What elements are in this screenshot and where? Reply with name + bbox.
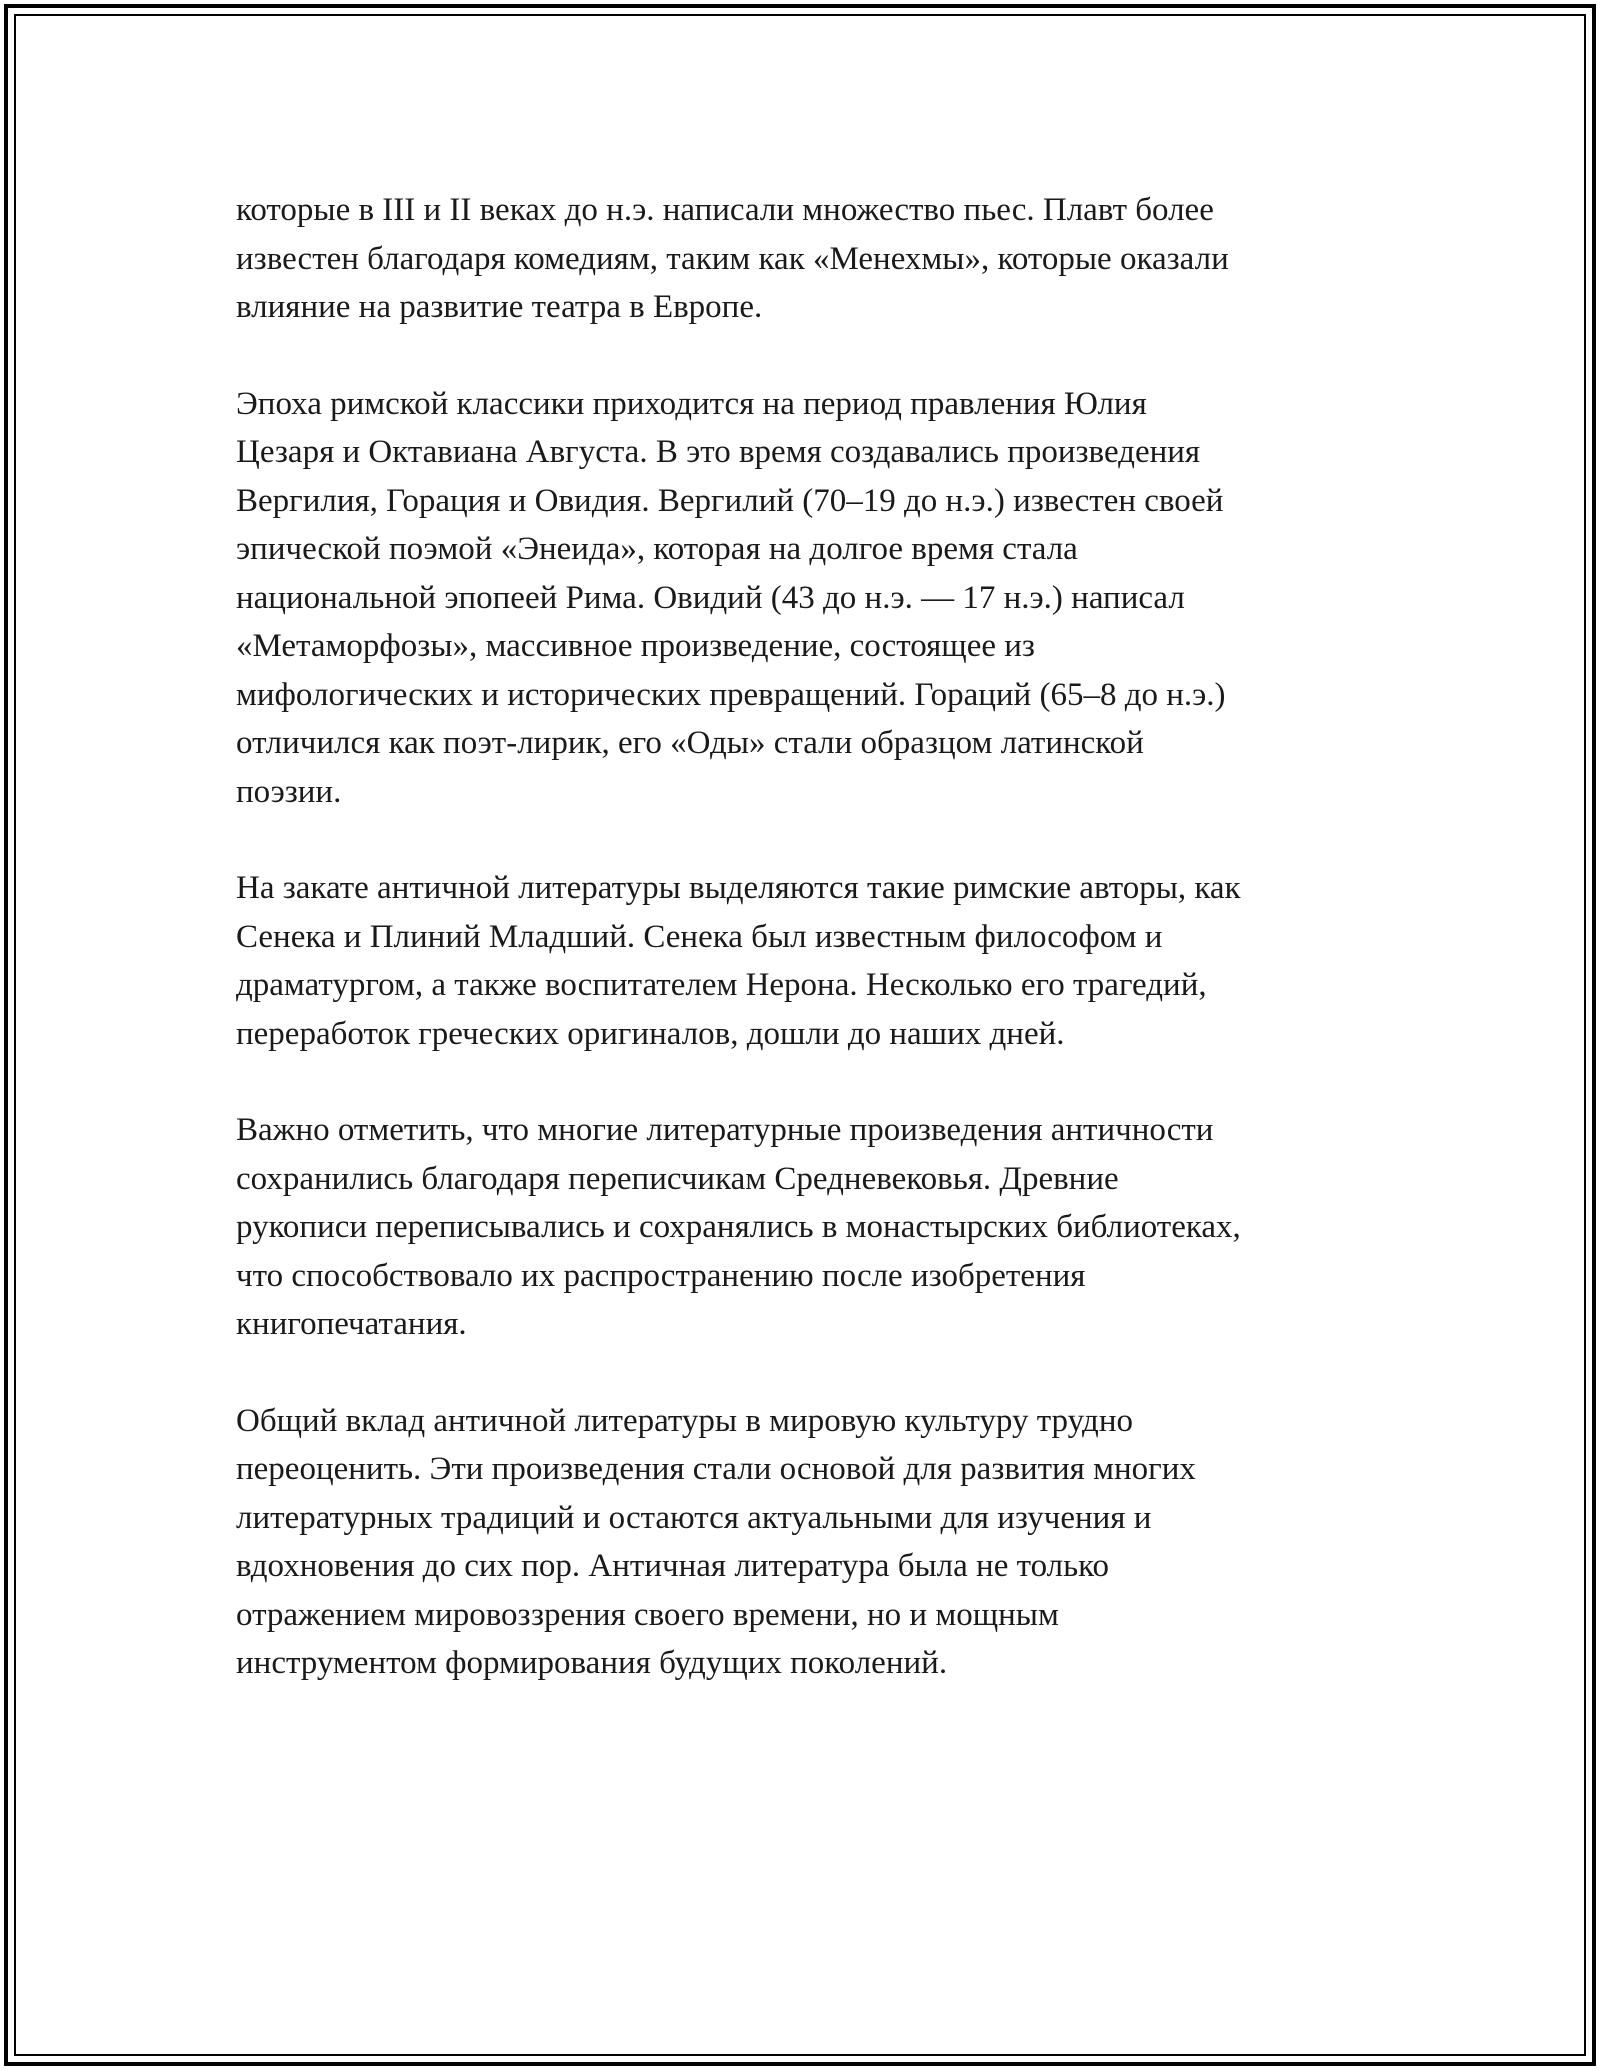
text-line: Цезаря и Октавиана Августа. В это время создавались произведения [236,434,1201,470]
paragraph [236,1397,1376,1688]
text-line: отражением мировоззрения своего времени, но и мощным [236,1596,1059,1633]
text-line: отличился как поэт-лирик, его «Оды» стали образцом латинской [236,725,1144,761]
paragraph [236,1106,1376,1349]
text-line: что способствовало их распространению после изобретения [236,1257,1086,1294]
text-line: рукописи переписывались и сохранялись в монастырских библиотеках, [236,1209,1241,1245]
text-line: поэзии. [236,773,342,810]
text-line: Общий вклад античной литературы в мировую культуру трудно [236,1402,1133,1439]
text-line: переоценить. Эти произведения стали основой для развития многих [236,1451,1196,1487]
text-line: книгопечатания. [236,1306,467,1342]
text-line: сохранились благодаря переписчикам Средневековья. Древние [236,1160,1119,1197]
paragraph [236,864,1376,1058]
text-line: национальной эпопеей Рима. Овидий (43 до н.э. — 17 н.э.) написал [236,579,1185,616]
text-line: На закате античной литературы выделяются такие римские авторы, как [236,870,1241,906]
text-line: которые в III и II веках до н.э. написали множество пьес. Плавт более [236,192,1214,228]
text-line: известен благодаря комедиям, таким как «Менехмы», которые оказали [236,240,1229,277]
text-line: мифологических и исторических превращений. Гораций (65–8 до н.э.) [236,676,1226,713]
text-line: «Метаморфозы», массивное произведение, состоящее из [236,628,1035,664]
text-line: Сенека и Плиний Младший. Сенека был известным философом и [236,918,1163,955]
text-line: драматургом, а также воспитателем Нерона. Несколько его трагедий, [236,967,1207,1003]
paragraph [236,186,1376,332]
text-line: вдохновения до сих пор. Античная литература была не только [236,1548,1110,1584]
text-line: Важно отметить, что многие литературные произведения античности [236,1112,1214,1148]
text-line: инструментом формирования будущих поколений. [236,1645,948,1681]
text-line: эпической поэмой «Энеида», которая на долгое время стала [236,531,1078,567]
text-line: Эпоха римской классики приходится на период правления Юлия [236,385,1147,422]
paragraph [236,380,1376,817]
text-line: Вергилия, Горация и Овидия. Вергилий (70–19 до н.э.) известен своей [236,482,1224,519]
text-line: влияние на развитие театра в Европе. [236,289,763,325]
document-body [236,186,1376,1736]
text-line: литературных традиций и остаются актуальными для изучения и [236,1499,1152,1536]
text-line: переработок греческих оригиналов, дошли до наших дней. [236,1015,1065,1052]
